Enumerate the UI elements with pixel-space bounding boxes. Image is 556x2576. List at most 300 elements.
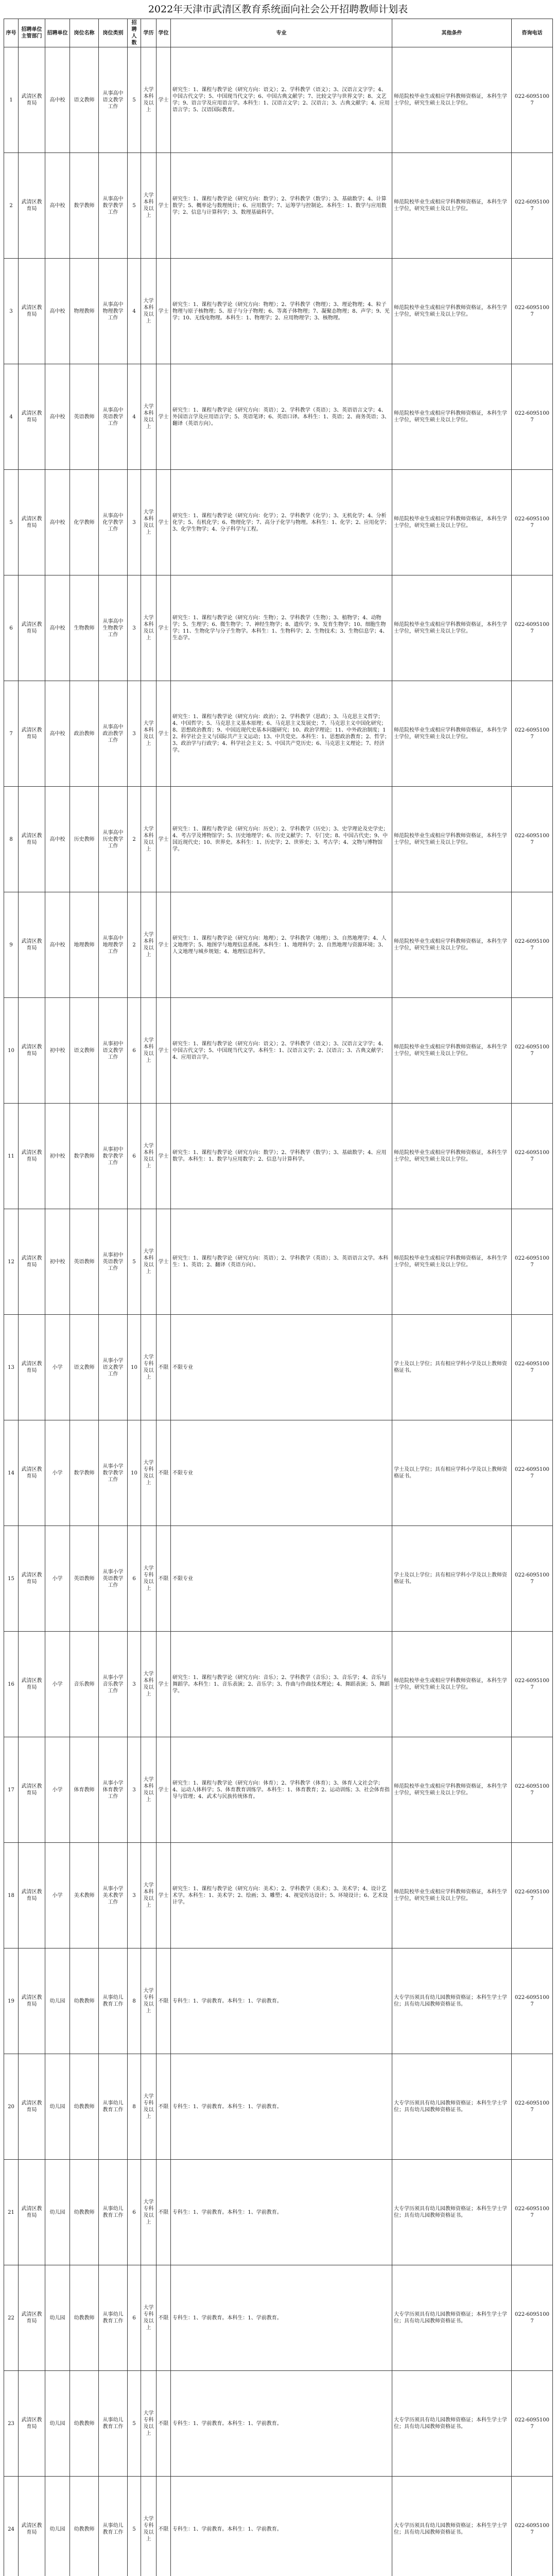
header-degree: 学位 xyxy=(157,19,171,47)
cell-edu: 大学本科及以上 xyxy=(141,787,157,892)
cell-count: 3 xyxy=(128,1843,141,1948)
cell-dept: 武清区教育局 xyxy=(19,259,45,364)
cell-phone: 022-60951007 xyxy=(512,1526,553,1632)
cell-dept: 武清区教育局 xyxy=(19,2160,45,2265)
cell-post-type: 从事初中英语教学工作 xyxy=(99,1209,128,1315)
cell-count: 8 xyxy=(128,2054,141,2160)
table-row xyxy=(4,998,553,1104)
cell-major: 专科生：1、学前教育。本科生：1、学前教育。 xyxy=(171,2371,392,2477)
cell-post: 语文教师 xyxy=(70,47,99,153)
table-row xyxy=(4,470,553,575)
cell-other: 师范院校毕业生或相应学科教师资格证，本科生学士学位，研究生硕士及以上学位。 xyxy=(392,681,512,787)
cell-unit: 高中校 xyxy=(45,470,70,575)
cell-unit: 小学 xyxy=(45,1737,70,1843)
cell-major: 研究生：1、课程与教学论（研究方向：英语）；2、学科教学（英语）；3、英语语言文学。本科生：1、英语；2、翻译（英语方向）。 xyxy=(171,1209,392,1315)
cell-major: 研究生：1、课程与教学论（研究方向：生物）；2、学科教学（生物）；3、植物学；4、动物学；5、生理学；6、微生物学；7、神经生物学；8、遗传学；9、发育生物学；10、细胞生物学；11、生物化学与分子生物学。本科生：1、生物科学；2、生物技术；3、生物信息学；4、生态学。 xyxy=(171,575,392,681)
cell-major: 研究生：1、课程与教学论（研究方向：英语）；2、学科教学（英语）；3、英语语言文学；4、外国语言学及应用语言学；5、英语笔译；6、英语口译。本科生：1、英语；2、商务英语；3、翻译（英语方向）。 xyxy=(171,364,392,470)
header-no: 序号 xyxy=(4,19,19,47)
cell-edu: 大学专科及以上 xyxy=(141,2371,157,2477)
cell-post-type: 从事幼儿教育工作 xyxy=(99,2265,128,2371)
cell-degree: 学士 xyxy=(157,153,171,259)
cell-count: 5 xyxy=(128,2371,141,2477)
table-row xyxy=(4,1632,553,1737)
table-row xyxy=(4,1843,553,1948)
cell-other: 师范院校毕业生或相应学科教师资格证，本科生学士学位，研究生硕士及以上学位。 xyxy=(392,1737,512,1843)
cell-post-type: 从事高中地理教学工作 xyxy=(99,892,128,998)
cell-post-type: 从事幼儿教育工作 xyxy=(99,2477,128,2576)
cell-count: 5 xyxy=(128,47,141,153)
cell-dept: 武清区教育局 xyxy=(19,1420,45,1526)
cell-unit: 高中校 xyxy=(45,259,70,364)
cell-other: 师范院校毕业生或相应学科教师资格证，本科生学士学位，研究生硕士及以上学位。 xyxy=(392,47,512,153)
cell-dept: 武清区教育局 xyxy=(19,47,45,153)
cell-post: 数学教师 xyxy=(70,1104,99,1209)
cell-major: 研究生：1、课程与教学论（研究方向：音乐）；2、学科教学（音乐）；3、音乐学；4、音乐与舞蹈学。本科生：1、音乐表演；2、音乐学；3、作曲与作曲技术理论；4、舞蹈表演；5、舞蹈学。 xyxy=(171,1632,392,1737)
cell-degree: 不限 xyxy=(157,2054,171,2160)
cell-other: 大专学历须具有幼儿园教师资格证；本科生学士学位；具有幼儿园教师资格证书。 xyxy=(392,2160,512,2265)
cell-edu: 大学专科及以上 xyxy=(141,2265,157,2371)
table-row xyxy=(4,47,553,153)
cell-phone: 022-60951007 xyxy=(512,681,553,787)
cell-dept: 武清区教育局 xyxy=(19,2371,45,2477)
cell-unit: 高中校 xyxy=(45,364,70,470)
cell-major: 研究生：1、课程与教学论（研究方向：体育）；2、学科教学（体育）；3、体育人文社会学；4、运动人体科学；5、体育教育训练学。本科生：1、体育教育；2、运动训练；3、社会体育指导与管理；4、武术与民族传统体育。 xyxy=(171,1737,392,1843)
cell-dept: 武清区教育局 xyxy=(19,1104,45,1209)
cell-post-type: 从事幼儿教育工作 xyxy=(99,1948,128,2054)
header-post-type: 岗位类别 xyxy=(99,19,128,47)
table-row xyxy=(4,1315,553,1420)
cell-degree: 不限 xyxy=(157,1526,171,1632)
header-major: 专业 xyxy=(171,19,392,47)
cell-major: 研究生：1、课程与教学论（研究方向：美术）；2、学科教学（美术）；3、美术学；4、设计艺术学。本科生：1、美术学；2、绘画；3、雕塑；4、视觉传达设计；5、环境设计；6、艺术设计学。 xyxy=(171,1843,392,1948)
cell-dept: 武清区教育局 xyxy=(19,681,45,787)
cell-major: 研究生：1、课程与教学论（研究方向：语文）；2、学科教学（语文）；3、汉语言文字学；4、中国古代文学；5、中国现当代文学。本科生：1、汉语言文学；2、汉语言；3、古典文献学；4、应用语言学。 xyxy=(171,998,392,1104)
cell-no: 21 xyxy=(4,2160,19,2265)
cell-major: 专科生：1、学前教育。本科生：1、学前教育。 xyxy=(171,2265,392,2371)
cell-other: 学士及以上学位；具有相应学科小学及以上教师资格证书。 xyxy=(392,1420,512,1526)
cell-dept: 武清区教育局 xyxy=(19,153,45,259)
cell-dept: 武清区教育局 xyxy=(19,2054,45,2160)
cell-phone: 022-60951007 xyxy=(512,1948,553,2054)
header-post: 岗位名称 xyxy=(70,19,99,47)
cell-post: 幼教教师 xyxy=(70,2054,99,2160)
cell-no: 24 xyxy=(4,2477,19,2576)
cell-major: 不限专业 xyxy=(171,1315,392,1420)
cell-major: 专科生：1、学前教育。本科生：1、学前教育。 xyxy=(171,2054,392,2160)
cell-edu: 大学本科及以上 xyxy=(141,681,157,787)
cell-dept: 武清区教育局 xyxy=(19,1948,45,2054)
cell-count: 3 xyxy=(128,470,141,575)
cell-dept: 武清区教育局 xyxy=(19,1315,45,1420)
cell-post: 历史教师 xyxy=(70,787,99,892)
cell-post-type: 从事小学数学教学工作 xyxy=(99,1420,128,1526)
cell-phone: 022-60951007 xyxy=(512,2477,553,2576)
cell-unit: 初中校 xyxy=(45,998,70,1104)
cell-degree: 不限 xyxy=(157,2371,171,2477)
cell-phone: 022-60951007 xyxy=(512,470,553,575)
cell-post-type: 从事高中政治教学工作 xyxy=(99,681,128,787)
table-row xyxy=(4,1737,553,1843)
cell-phone: 022-60951007 xyxy=(512,1632,553,1737)
cell-dept: 武清区教育局 xyxy=(19,787,45,892)
table-row xyxy=(4,2160,553,2265)
cell-edu: 大学本科及以上 xyxy=(141,1632,157,1737)
cell-phone: 022-60951007 xyxy=(512,153,553,259)
cell-dept: 武清区教育局 xyxy=(19,2477,45,2576)
cell-post-type: 从事初中数学教学工作 xyxy=(99,1104,128,1209)
cell-unit: 小学 xyxy=(45,1843,70,1948)
header-edu: 学历 xyxy=(141,19,157,47)
cell-phone: 022-60951007 xyxy=(512,575,553,681)
cell-dept: 武清区教育局 xyxy=(19,1526,45,1632)
cell-major: 研究生：1、课程与教学论（研究方向：地理）；2、学科教学（地理）；3、自然地理学；4、人文地理学；5、地图学与地理信息系统。本科生：1、地理科学；2、自然地理与资源环境；3、人文地理与城乡规划；4、地理信息科学。 xyxy=(171,892,392,998)
cell-degree: 学士 xyxy=(157,1209,171,1315)
cell-count: 6 xyxy=(128,1104,141,1209)
table-row xyxy=(4,787,553,892)
cell-no: 2 xyxy=(4,153,19,259)
cell-count: 4 xyxy=(128,259,141,364)
cell-post: 数学教师 xyxy=(70,1420,99,1526)
cell-post-type: 从事幼儿教育工作 xyxy=(99,2160,128,2265)
cell-post-type: 从事小学美术教学工作 xyxy=(99,1843,128,1948)
cell-count: 6 xyxy=(128,2265,141,2371)
header-other: 其他条件 xyxy=(392,19,512,47)
cell-edu: 大学本科及以上 xyxy=(141,153,157,259)
table-row xyxy=(4,153,553,259)
cell-count: 5 xyxy=(128,153,141,259)
cell-other: 师范院校毕业生或相应学科教师资格证，本科生学士学位，研究生硕士及以上学位。 xyxy=(392,153,512,259)
cell-edu: 大学本科及以上 xyxy=(141,1737,157,1843)
cell-degree: 不限 xyxy=(157,2160,171,2265)
table-row xyxy=(4,2371,553,2477)
cell-count: 10 xyxy=(128,1315,141,1420)
cell-post-type: 从事小学音乐教学工作 xyxy=(99,1632,128,1737)
cell-phone: 022-60951007 xyxy=(512,2371,553,2477)
cell-dept: 武清区教育局 xyxy=(19,364,45,470)
cell-no: 7 xyxy=(4,681,19,787)
cell-other: 师范院校毕业生或相应学科教师资格证，本科生学士学位，研究生硕士及以上学位。 xyxy=(392,1104,512,1209)
cell-edu: 大学本科及以上 xyxy=(141,892,157,998)
cell-count: 6 xyxy=(128,998,141,1104)
cell-major: 研究生：1、课程与教学论（研究方向：历史）；2、学科教学（历史）；3、史学理论及史学史；4、考古学及博物馆学；5、历史地理学；6、历史文献学；7、专门史；8、中国古代史；9、中国近现代史；10、世界史。本科生：1、历史学；2、世界史；3、考古学；4、文物与博物馆学。 xyxy=(171,787,392,892)
cell-post-type: 从事高中数学教学工作 xyxy=(99,153,128,259)
table-row xyxy=(4,259,553,364)
cell-degree: 学士 xyxy=(157,1632,171,1737)
cell-post-type: 从事高中历史教学工作 xyxy=(99,787,128,892)
cell-post: 英语教师 xyxy=(70,1209,99,1315)
cell-post-type: 从事高中物理教学工作 xyxy=(99,259,128,364)
cell-count: 5 xyxy=(128,1209,141,1315)
cell-unit: 小学 xyxy=(45,1526,70,1632)
cell-phone: 022-60951007 xyxy=(512,364,553,470)
cell-degree: 不限 xyxy=(157,1420,171,1526)
cell-no: 22 xyxy=(4,2265,19,2371)
cell-unit: 幼儿园 xyxy=(45,2054,70,2160)
cell-post-type: 从事幼儿教育工作 xyxy=(99,2371,128,2477)
cell-other: 大专学历须具有幼儿园教师资格证；本科生学士学位；具有幼儿园教师资格证书。 xyxy=(392,2054,512,2160)
cell-no: 1 xyxy=(4,47,19,153)
cell-edu: 大学本科及以上 xyxy=(141,998,157,1104)
cell-phone: 022-60951007 xyxy=(512,2160,553,2265)
cell-count: 4 xyxy=(128,364,141,470)
cell-unit: 高中校 xyxy=(45,787,70,892)
cell-count: 6 xyxy=(128,1526,141,1632)
cell-degree: 学士 xyxy=(157,892,171,998)
cell-degree: 学士 xyxy=(157,1104,171,1209)
cell-edu: 大学本科及以上 xyxy=(141,1843,157,1948)
cell-other: 师范院校毕业生或相应学科教师资格证，本科生学士学位，研究生硕士及以上学位。 xyxy=(392,1843,512,1948)
cell-post: 英语教师 xyxy=(70,364,99,470)
cell-degree: 学士 xyxy=(157,364,171,470)
cell-degree: 不限 xyxy=(157,1948,171,2054)
cell-no: 14 xyxy=(4,1420,19,1526)
cell-other: 师范院校毕业生或相应学科教师资格证，本科生学士学位，研究生硕士及以上学位。 xyxy=(392,998,512,1104)
cell-unit: 高中校 xyxy=(45,892,70,998)
cell-post: 幼教教师 xyxy=(70,2371,99,2477)
cell-dept: 武清区教育局 xyxy=(19,998,45,1104)
cell-major: 研究生：1、课程与教学论（研究方向：数学）；2、学科教学（数学）；3、基础数学；4、计算数学；5、概率论与数理统计；6、应用数学；7、运筹学与控制论。本科生：1、数学与应用数学；2、信息与计算科学；3、数理基础科学。 xyxy=(171,153,392,259)
cell-degree: 不限 xyxy=(157,2265,171,2371)
cell-no: 12 xyxy=(4,1209,19,1315)
cell-no: 20 xyxy=(4,2054,19,2160)
cell-degree: 学士 xyxy=(157,575,171,681)
cell-phone: 022-60951007 xyxy=(512,1737,553,1843)
table-row xyxy=(4,2054,553,2160)
recruitment-table xyxy=(4,19,553,2576)
cell-other: 师范院校毕业生或相应学科教师资格证，本科生学士学位，研究生硕士及以上学位。 xyxy=(392,470,512,575)
cell-phone: 022-60951007 xyxy=(512,47,553,153)
cell-unit: 小学 xyxy=(45,1632,70,1737)
cell-post-type: 从事幼儿教育工作 xyxy=(99,2054,128,2160)
cell-phone: 022-60951007 xyxy=(512,1104,553,1209)
cell-other: 学士及以上学位；具有相应学科小学及以上教师资格证书。 xyxy=(392,1526,512,1632)
table-row xyxy=(4,2477,553,2576)
cell-unit: 小学 xyxy=(45,1420,70,1526)
cell-edu: 大学本科及以上 xyxy=(141,364,157,470)
cell-dept: 武清区教育局 xyxy=(19,1843,45,1948)
cell-other: 大专学历须具有幼儿园教师资格证；本科生学士学位；具有幼儿园教师资格证书。 xyxy=(392,2265,512,2371)
cell-other: 师范院校毕业生或相应学科教师资格证，本科生学士学位，研究生硕士及以上学位。 xyxy=(392,575,512,681)
cell-degree: 学士 xyxy=(157,259,171,364)
header-count: 招聘人数 xyxy=(128,19,141,47)
cell-count: 5 xyxy=(128,2477,141,2576)
page-title: 2022年天津市武清区教育系统面向社会公开招聘教师计划表 xyxy=(148,4,408,15)
cell-no: 23 xyxy=(4,2371,19,2477)
cell-unit: 初中校 xyxy=(45,1209,70,1315)
table-header-row xyxy=(4,19,553,47)
cell-phone: 022-60951007 xyxy=(512,1420,553,1526)
cell-no: 10 xyxy=(4,998,19,1104)
cell-other: 师范院校毕业生或相应学科教师资格证，本科生学士学位，研究生硕士及以上学位。 xyxy=(392,1209,512,1315)
cell-post: 体育教师 xyxy=(70,1737,99,1843)
cell-count: 2 xyxy=(128,787,141,892)
cell-phone: 022-60951007 xyxy=(512,892,553,998)
cell-phone: 022-60951007 xyxy=(512,259,553,364)
cell-edu: 大学专科及以上 xyxy=(141,1526,157,1632)
cell-no: 13 xyxy=(4,1315,19,1420)
cell-edu: 大学专科及以上 xyxy=(141,1315,157,1420)
table-row xyxy=(4,575,553,681)
cell-degree: 学士 xyxy=(157,787,171,892)
cell-post: 英语教师 xyxy=(70,1526,99,1632)
table-row xyxy=(4,1948,553,2054)
cell-unit: 幼儿园 xyxy=(45,2265,70,2371)
cell-unit: 幼儿园 xyxy=(45,2160,70,2265)
cell-major: 不限专业 xyxy=(171,1420,392,1526)
cell-edu: 大学本科及以上 xyxy=(141,47,157,153)
cell-dept: 武清区教育局 xyxy=(19,1632,45,1737)
table-row xyxy=(4,364,553,470)
cell-edu: 大学专科及以上 xyxy=(141,2477,157,2576)
cell-unit: 高中校 xyxy=(45,575,70,681)
cell-unit: 高中校 xyxy=(45,47,70,153)
cell-no: 15 xyxy=(4,1526,19,1632)
cell-count: 3 xyxy=(128,681,141,787)
cell-phone: 022-60951007 xyxy=(512,2265,553,2371)
cell-other: 师范院校毕业生或相应学科教师资格证，本科生学士学位，研究生硕士及以上学位。 xyxy=(392,364,512,470)
cell-major: 专科生：1、学前教育。本科生：1、学前教育。 xyxy=(171,2477,392,2576)
cell-no: 5 xyxy=(4,470,19,575)
cell-other: 大专学历须具有幼儿园教师资格证；本科生学士学位；具有幼儿园教师资格证书。 xyxy=(392,2477,512,2576)
cell-no: 3 xyxy=(4,259,19,364)
cell-degree: 学士 xyxy=(157,470,171,575)
cell-post-type: 从事高中化学教学工作 xyxy=(99,470,128,575)
cell-no: 9 xyxy=(4,892,19,998)
cell-post-type: 从事小学语文教学工作 xyxy=(99,1315,128,1420)
table-row xyxy=(4,2265,553,2371)
cell-other: 大专学历须具有幼儿园教师资格证；本科生学士学位；具有幼儿园教师资格证书。 xyxy=(392,1948,512,2054)
cell-post-type: 从事高中英语教学工作 xyxy=(99,364,128,470)
cell-other: 学士及以上学位；具有相应学科小学及以上教师资格证书。 xyxy=(392,1315,512,1420)
cell-other: 师范院校毕业生或相应学科教师资格证，本科生学士学位，研究生硕士及以上学位。 xyxy=(392,787,512,892)
cell-edu: 大学本科及以上 xyxy=(141,470,157,575)
cell-dept: 武清区教育局 xyxy=(19,575,45,681)
cell-other: 师范院校毕业生或相应学科教师资格证，本科生学士学位，研究生硕士及以上学位。 xyxy=(392,1632,512,1737)
cell-phone: 022-60951007 xyxy=(512,1209,553,1315)
cell-edu: 大学本科及以上 xyxy=(141,259,157,364)
cell-degree: 学士 xyxy=(157,47,171,153)
cell-no: 17 xyxy=(4,1737,19,1843)
cell-phone: 022-60951007 xyxy=(512,787,553,892)
header-unit: 招聘单位 xyxy=(45,19,70,47)
cell-major: 专科生：1、学前教育。本科生：1、学前教育。 xyxy=(171,1948,392,2054)
cell-unit: 高中校 xyxy=(45,681,70,787)
cell-post: 幼教教师 xyxy=(70,1948,99,2054)
cell-degree: 学士 xyxy=(157,1737,171,1843)
cell-count: 3 xyxy=(128,575,141,681)
cell-post: 幼教教师 xyxy=(70,2160,99,2265)
table-row xyxy=(4,1104,553,1209)
cell-dept: 武清区教育局 xyxy=(19,470,45,575)
cell-post: 数学教师 xyxy=(70,153,99,259)
cell-no: 18 xyxy=(4,1843,19,1948)
cell-major: 研究生：1、课程与教学论（研究方向：化学）；2、学科教学（化学）；3、无机化学；4、分析化学；5、有机化学；6、物理化学；7、高分子化学与物理。本科生：1、化学；2、应用化学；3、化学生物学；4、分子科学与工程。 xyxy=(171,470,392,575)
cell-phone: 022-60951007 xyxy=(512,2054,553,2160)
cell-post: 音乐教师 xyxy=(70,1632,99,1737)
cell-post: 物理教师 xyxy=(70,259,99,364)
cell-edu: 大学本科及以上 xyxy=(141,1209,157,1315)
cell-post: 幼教教师 xyxy=(70,2477,99,2576)
cell-unit: 初中校 xyxy=(45,1104,70,1209)
cell-major: 研究生：1、课程与教学论（研究方向：物理）；2、学科教学（物理）；3、理论物理；4、粒子物理与原子核物理；5、原子与分子物理；6、等离子体物理；7、凝聚态物理；8、声学；9、光学；10、无线电物理。本科生：1、物理学；2、应用物理学；3、核物理。 xyxy=(171,259,392,364)
cell-phone: 022-60951007 xyxy=(512,998,553,1104)
cell-post-type: 从事初中语文教学工作 xyxy=(99,998,128,1104)
cell-count: 3 xyxy=(128,1737,141,1843)
cell-unit: 高中校 xyxy=(45,153,70,259)
cell-edu: 大学专科及以上 xyxy=(141,2160,157,2265)
table-row xyxy=(4,681,553,787)
cell-degree: 不限 xyxy=(157,1315,171,1420)
cell-unit: 小学 xyxy=(45,1315,70,1420)
cell-edu: 大学专科及以上 xyxy=(141,2054,157,2160)
cell-no: 19 xyxy=(4,1948,19,2054)
cell-other: 师范院校毕业生或相应学科教师资格证，本科生学士学位，研究生硕士及以上学位。 xyxy=(392,259,512,364)
cell-post: 地理教师 xyxy=(70,892,99,998)
cell-degree: 学士 xyxy=(157,998,171,1104)
cell-post: 语文教师 xyxy=(70,998,99,1104)
cell-major: 研究生：1、课程与教学论（研究方向：政治）；2、学科教学（思政）；3、马克思主义哲学；4、中国哲学；5、马克思主义基本原理；6、马克思主义发展史；7、马克思主义中国化研究；8、思想政治教育；9、中国近现代史基本问题研究；10、政治学理论；11、中外政治制度；12、科学社会主义与国际共产主义运动；13、中共党史。本科生：1、思想政治教育；2、哲学；3、政治学与行政学；4、科学社会主义；5、中国共产党历史；6、马克思主义理论；7、经济学。 xyxy=(171,681,392,787)
cell-post: 生物教师 xyxy=(70,575,99,681)
header-phone: 咨询电话 xyxy=(512,19,553,47)
cell-count: 2 xyxy=(128,892,141,998)
cell-post-type: 从事小学体育教学工作 xyxy=(99,1737,128,1843)
cell-post: 幼教教师 xyxy=(70,2265,99,2371)
cell-dept: 武清区教育局 xyxy=(19,2265,45,2371)
cell-post: 化学教师 xyxy=(70,470,99,575)
cell-unit: 幼儿园 xyxy=(45,2477,70,2576)
cell-dept: 武清区教育局 xyxy=(19,1737,45,1843)
cell-degree: 学士 xyxy=(157,681,171,787)
cell-count: 6 xyxy=(128,2160,141,2265)
cell-other: 大专学历须具有幼儿园教师资格证；本科生学士学位；具有幼儿园教师资格证书。 xyxy=(392,2371,512,2477)
cell-no: 8 xyxy=(4,787,19,892)
cell-no: 16 xyxy=(4,1632,19,1737)
header-dept: 招聘单位主管部门 xyxy=(19,19,45,47)
cell-post-type: 从事小学英语教学工作 xyxy=(99,1526,128,1632)
cell-unit: 幼儿园 xyxy=(45,1948,70,2054)
cell-no: 6 xyxy=(4,575,19,681)
cell-edu: 大学本科及以上 xyxy=(141,1104,157,1209)
cell-major: 研究生：1、课程与教学论（研究方向：数学）；2、学科教学（数学）；3、基础数学；4、应用数学。本科生：1、数学与应用数学；2、信息与计算科学。 xyxy=(171,1104,392,1209)
table-row xyxy=(4,1526,553,1632)
cell-major: 不限专业 xyxy=(171,1526,392,1632)
cell-unit: 幼儿园 xyxy=(45,2371,70,2477)
cell-post: 美术教师 xyxy=(70,1843,99,1948)
cell-major: 研究生：1、课程与教学论（研究方向：语文）；2、学科教学（语文）；3、汉语言文字学；4、中国古代文学；5、中国现当代文学；6、中国古典文献学；7、比较文学与世界文学；8、文艺学；9、语言学及应用语言学。本科生：1、汉语言文学；2、汉语言；3、古典文献学；4、应用语言学；5、汉语国际教育。 xyxy=(171,47,392,153)
cell-other: 师范院校毕业生或相应学科教师资格证，本科生学士学位，研究生硕士及以上学位。 xyxy=(392,892,512,998)
cell-post: 政治教师 xyxy=(70,681,99,787)
cell-edu: 大学专科及以上 xyxy=(141,1948,157,2054)
cell-no: 4 xyxy=(4,364,19,470)
cell-count: 10 xyxy=(128,1420,141,1526)
cell-phone: 022-60951007 xyxy=(512,1843,553,1948)
cell-degree: 不限 xyxy=(157,2477,171,2576)
table-row xyxy=(4,1209,553,1315)
cell-post: 语文教师 xyxy=(70,1315,99,1420)
cell-count: 8 xyxy=(128,1948,141,2054)
cell-major: 专科生：1、学前教育。本科生：1、学前教育。 xyxy=(171,2160,392,2265)
cell-degree: 学士 xyxy=(157,1843,171,1948)
cell-edu: 大学专科及以上 xyxy=(141,1420,157,1526)
cell-dept: 武清区教育局 xyxy=(19,892,45,998)
cell-post-type: 从事高中生物教学工作 xyxy=(99,575,128,681)
table-row xyxy=(4,1420,553,1526)
cell-count: 3 xyxy=(128,1632,141,1737)
table-row xyxy=(4,892,553,998)
cell-post-type: 从事高中语文教学工作 xyxy=(99,47,128,153)
cell-edu: 大学本科及以上 xyxy=(141,575,157,681)
cell-dept: 武清区教育局 xyxy=(19,1209,45,1315)
